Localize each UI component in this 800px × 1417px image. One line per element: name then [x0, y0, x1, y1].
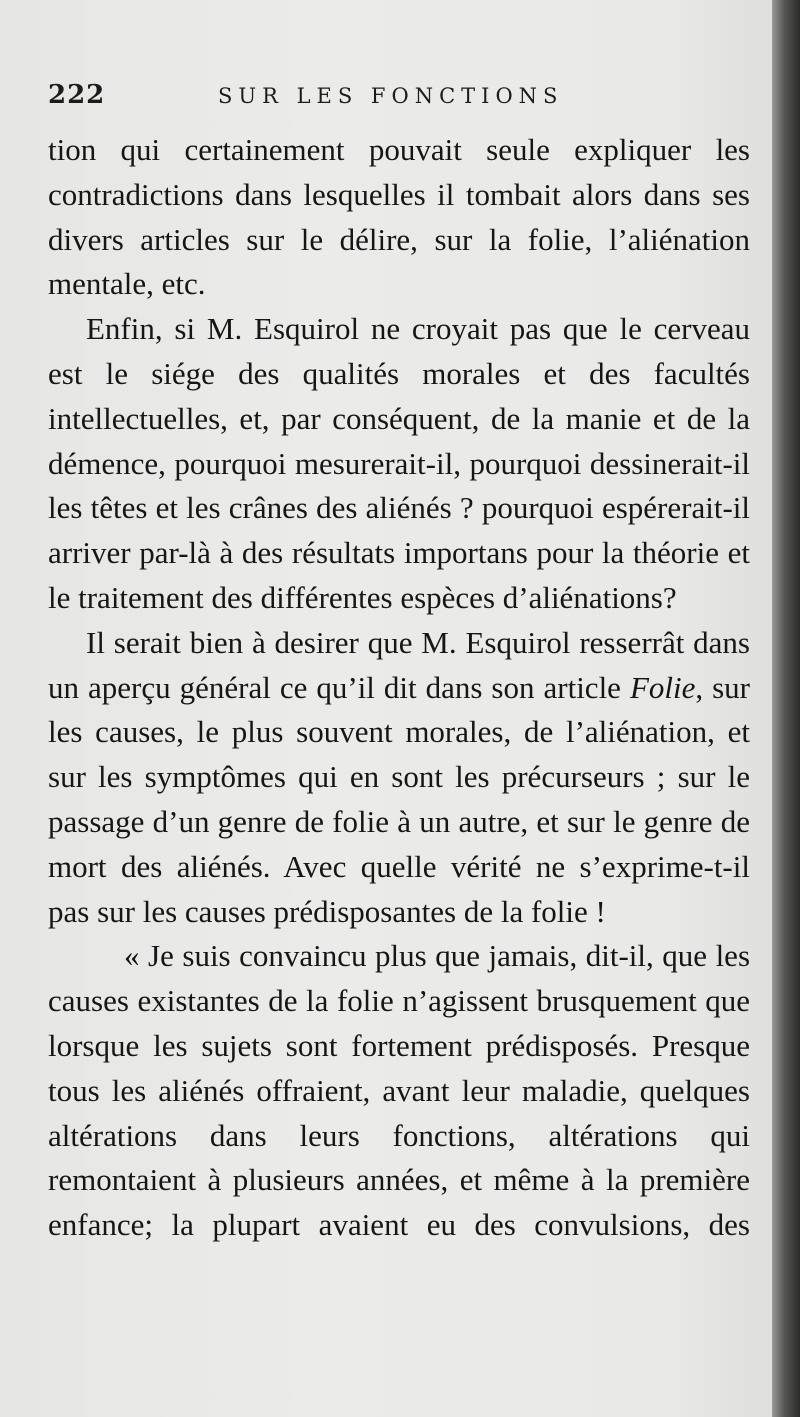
page-header	[48, 78, 748, 118]
page-number: 222	[48, 80, 106, 110]
running-head: SUR LES FONCTIONS	[218, 84, 564, 108]
paragraph-3	[48, 621, 750, 935]
body-text	[48, 128, 750, 1248]
opening-quote-mark: «	[124, 938, 140, 974]
paragraph-2: Enfin, si M. Esquirol ne croyait pas que le cerveau est le siége des qualités morales et des facultés intellectuelles, et, par conséquent, de la manie et de la démence, pourquoi mesurerait-il, pourquoi dessinerait-il les têtes et les crânes des aliénés ? pourquoi espérerait-il arriver par-là à des résultats importans pour la théorie et le traitement des différentes espèces d’aliénations?	[48, 311, 750, 615]
paragraph-3-italic: Folie	[629, 669, 696, 705]
paragraph-1: tion qui certainement pouvait seule expliquer les contradictions dans lesquelles il tombait alors dans ses divers articles sur le délire, sur la folie, l’aliénation mentale, etc.	[48, 132, 750, 302]
paragraph-3-text-a: Il serait bien à desirer que M. Esquirol resserrât dans un aperçu général ce qu’il dit dans son article	[48, 624, 750, 705]
book-spine-shadow	[772, 0, 800, 1417]
paragraph-4	[48, 934, 750, 1248]
paragraph-3-text-b: , sur les causes, le plus souvent morales, de l’aliénation, et sur les symptômes qui en sont les précurseurs ; sur le passage d’un genre de folie à un autre, et sur le genre de mort des aliénés. Avec quelle vérité ne s’exprime-t-il pas sur les causes prédisposantes de la folie !	[48, 669, 750, 929]
paragraph-4-text: Je suis convaincu plus que jamais, dit-il, que les causes existantes de la folie n’agissent brusquement que lorsque les sujets sont fortement prédisposés. Presque tous les aliénés offraient, avant leur maladie, quelques altérations dans leurs fonctions, altérations qui remontaient à plusieurs années, et même à la première enfance; la plupart avaient eu des convulsions, des	[48, 938, 751, 1243]
